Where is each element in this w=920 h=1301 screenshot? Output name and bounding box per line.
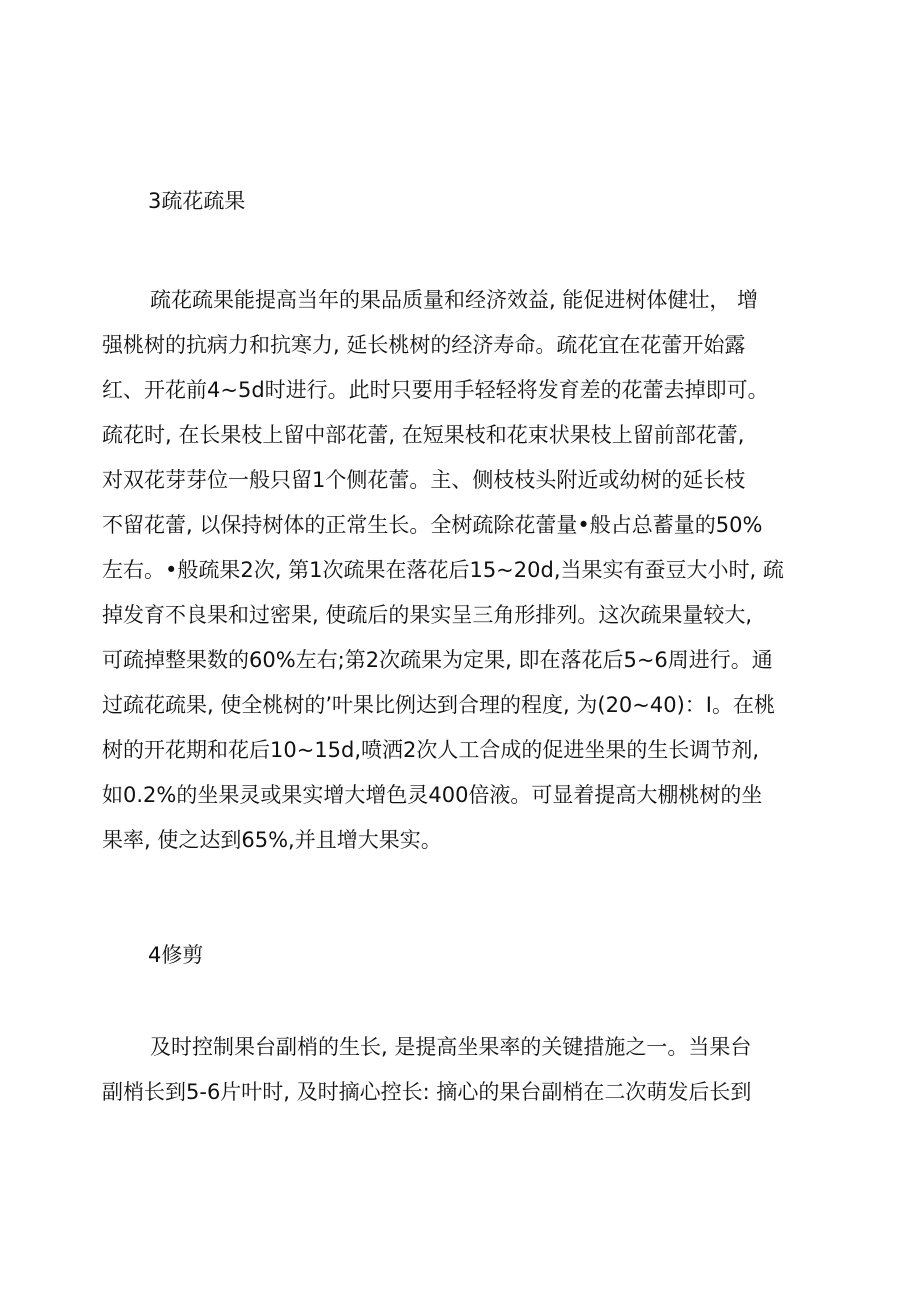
paragraph-line: 过疏花疏果, 使全桃树的’叶果比例达到合理的程度, 为(20~40)：I。在桃 [102, 693, 775, 717]
paragraph-line: 左右。•般疏果2次, 第1次疏果在落花后15~20d,当果实有蚕豆大小时, 疏 [102, 558, 784, 582]
paragraph-line: 不留花蕾, 以保持树体的正常生长。全树疏除花蕾量•般占总蓄量的50% [102, 513, 763, 537]
section-4-heading: 4修剪 [148, 943, 204, 967]
paragraph-line: 及时控制果台副梢的生长, 是提高坐果率的关键措施之一。当果台 [150, 1035, 752, 1059]
paragraph-line: 副梢长到5-6片叶时, 及时摘心控长: 摘心的果台副梢在二次萌发后长到 [102, 1080, 752, 1104]
paragraph-line: 红、开花前4~5d时进行。此时只要用手轻轻将发育差的花蕾去掉即可。 [102, 378, 769, 402]
paragraph-line: 掉发育不良果和过密果, 使疏后的果实呈三角形排列。这次疏果量较大, [102, 603, 753, 627]
paragraph-line: 疏花时, 在长果枝上留中部花蕾, 在短果枝和花束状果枝上留前部花蕾, [102, 423, 745, 447]
paragraph-line: 如0.2%的坐果灵或果实增大增色灵400倍液。可显着提高大棚桃树的坐 [102, 783, 763, 807]
paragraph-line: 果率, 使之达到65%,并且增大果实。 [102, 828, 442, 852]
paragraph-line: 对双花芽芽位一般只留1个侧花蕾。主、侧枝枝头附近或幼树的延长枝 [102, 468, 746, 492]
section-3-heading: 3疏花疏果 [148, 189, 246, 213]
paragraph-line: 疏花疏果能提高当年的果品质量和经济效益, 能促进树体健壮， 增 [150, 288, 759, 312]
paragraph-line: 树的开花期和花后10~15d,喷洒2次人工合成的促进坐果的生长调节剂, [102, 738, 760, 762]
paragraph-line: 强桃树的抗病力和抗寒力, 延长桃树的经济寿命。疏花宜在花蕾开始露 [102, 333, 746, 357]
paragraph-line: 可疏掉整果数的60%左右;第2次疏果为定果, 即在落花后5~6周进行。通 [102, 648, 773, 672]
